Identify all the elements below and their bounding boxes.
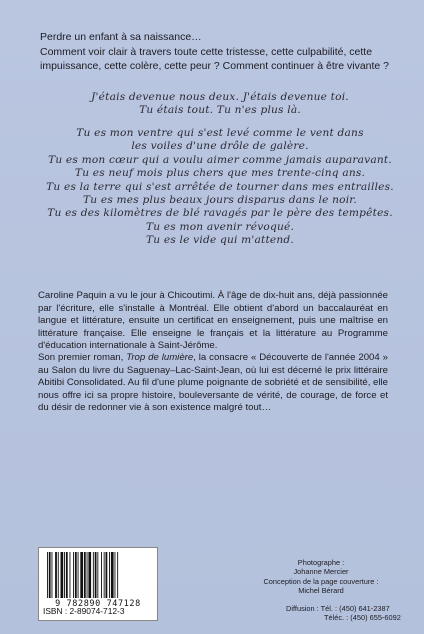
photo-name: Johanne Mercier [293,567,349,577]
barcode-bar [104,552,105,598]
book-description [38,352,388,415]
barcode-bar [75,552,77,598]
poem-line: Tu es mon ventre qui s'est levé comme le vent dans [76,127,364,139]
poem-line: J'étais devenue nous deux. J'étais devenue toi. [91,91,349,103]
barcode-bar [80,552,83,598]
barcode-bar [78,552,79,598]
author-bio [38,290,388,353]
barcode-bar [111,552,114,598]
intro-line-1: Perdre un enfant à sa naissance… [40,31,202,43]
tel-label: Tél. : [320,604,338,613]
barcode-bar [61,552,64,598]
barcode-bar [52,552,53,598]
barcode-bar [101,552,102,598]
barcode-box [38,547,158,621]
poem-line: Tu es des kilomètres de blé ravagés par le père des tempêtes. [47,207,393,220]
barcode-bar [70,552,71,598]
barcode-bar [66,552,68,598]
poem-line: les voiles d'une drôle de galère. [131,140,309,153]
barcode-bar [109,552,110,598]
fax-number: (450) 655-6092 [350,613,401,623]
poem-line: Tu es mon avenir révoqué. [145,220,295,233]
barcode-bar [95,552,97,598]
barcode-bar [73,552,74,598]
intro-line-2: Comment voir clair à travers toute cette tristesse, cette culpabilité, cette impuissance, cette colère, cette peur ? Comment continuer à être vivante ? [40,45,390,73]
barcode-bar [58,552,59,598]
poem-stanza-2 [30,127,410,248]
poem-line: Tu étais tout. Tu n'es plus là. [139,104,301,117]
bio-text-start: Son premier roman, [38,352,127,363]
bio-text-rest: , la consacre « Découverte de l'année 2004 » au Salon du livre du Saguenay–Lac-Saint-Jean, où lui est décerné le prix littéraire Abitibi Consolidated. Au fil d'une plume poignante de sobriété et de sensibilité, elle nous offre ici sa propre histoire, bouleversante de vérité, de courage, de force et du désir de redonner vie à son existence malgré tout… [38,352,388,414]
bio-paragraph-2 [38,352,388,415]
barcode-bar [55,552,57,598]
poem-line: Tu es le vide qui m'attend. [146,234,294,247]
barcode-bar [64,552,65,598]
barcode-bar [93,552,94,598]
distribution-label: Diffusion : [286,604,319,613]
bio-paragraph-1: Caroline Paquin a vu le jour à Chicoutimi. À l'âge de dix-huit ans, déjà passionnée par l'écriture, elle s'installe à Montréal. Elle obtient d'abord un baccalauréat en langue et littérature, ensuite un certificat en enseignement, puis une maîtrise en littérature française. Elle enseigne le français et la littérature au Programme d'éducation internationale à Saint-Jérôme. [38,290,388,352]
barcode-icon [45,552,151,598]
poem-line: Tu es mes plus beaux jours disparus dans le noir. [83,194,357,207]
intro-text [40,30,390,74]
isbn: ISBN : 2-89074-712-3 [43,606,125,616]
barcode-bar [97,552,98,598]
barcode-bar [117,552,118,598]
barcode-bar [49,552,51,598]
tel-number: (450) 641-2387 [339,604,390,613]
barcode-bar [88,552,91,598]
barcode-bar [87,552,88,598]
distribution-contact [286,604,406,623]
barcode-bar [106,552,108,598]
barcode-bar [115,552,116,598]
fax-label: Téléc. : [324,613,349,623]
poem-line: Tu es neuf mois plus chers que mes trente-cinq ans. [74,167,366,180]
barcode-bar [47,552,48,598]
book-title: Trop de lumière [126,352,194,363]
barcode-bar [84,552,86,598]
credits [246,558,396,596]
barcode-digits: 9 782890 747128 [55,599,141,609]
photo-label: Photographe : [297,558,345,567]
design-name: Michel Bérard [298,586,344,596]
poem-line: Tu es la terre qui s'est arrêtée de tourner dans mes entrailles. [46,180,394,193]
poem-line: Tu es mon cœur qui a voulu aimer comme jamais auparavant. [48,153,392,166]
poem-stanza-1 [30,91,410,118]
design-label: Conception de la page couverture : [263,576,379,586]
